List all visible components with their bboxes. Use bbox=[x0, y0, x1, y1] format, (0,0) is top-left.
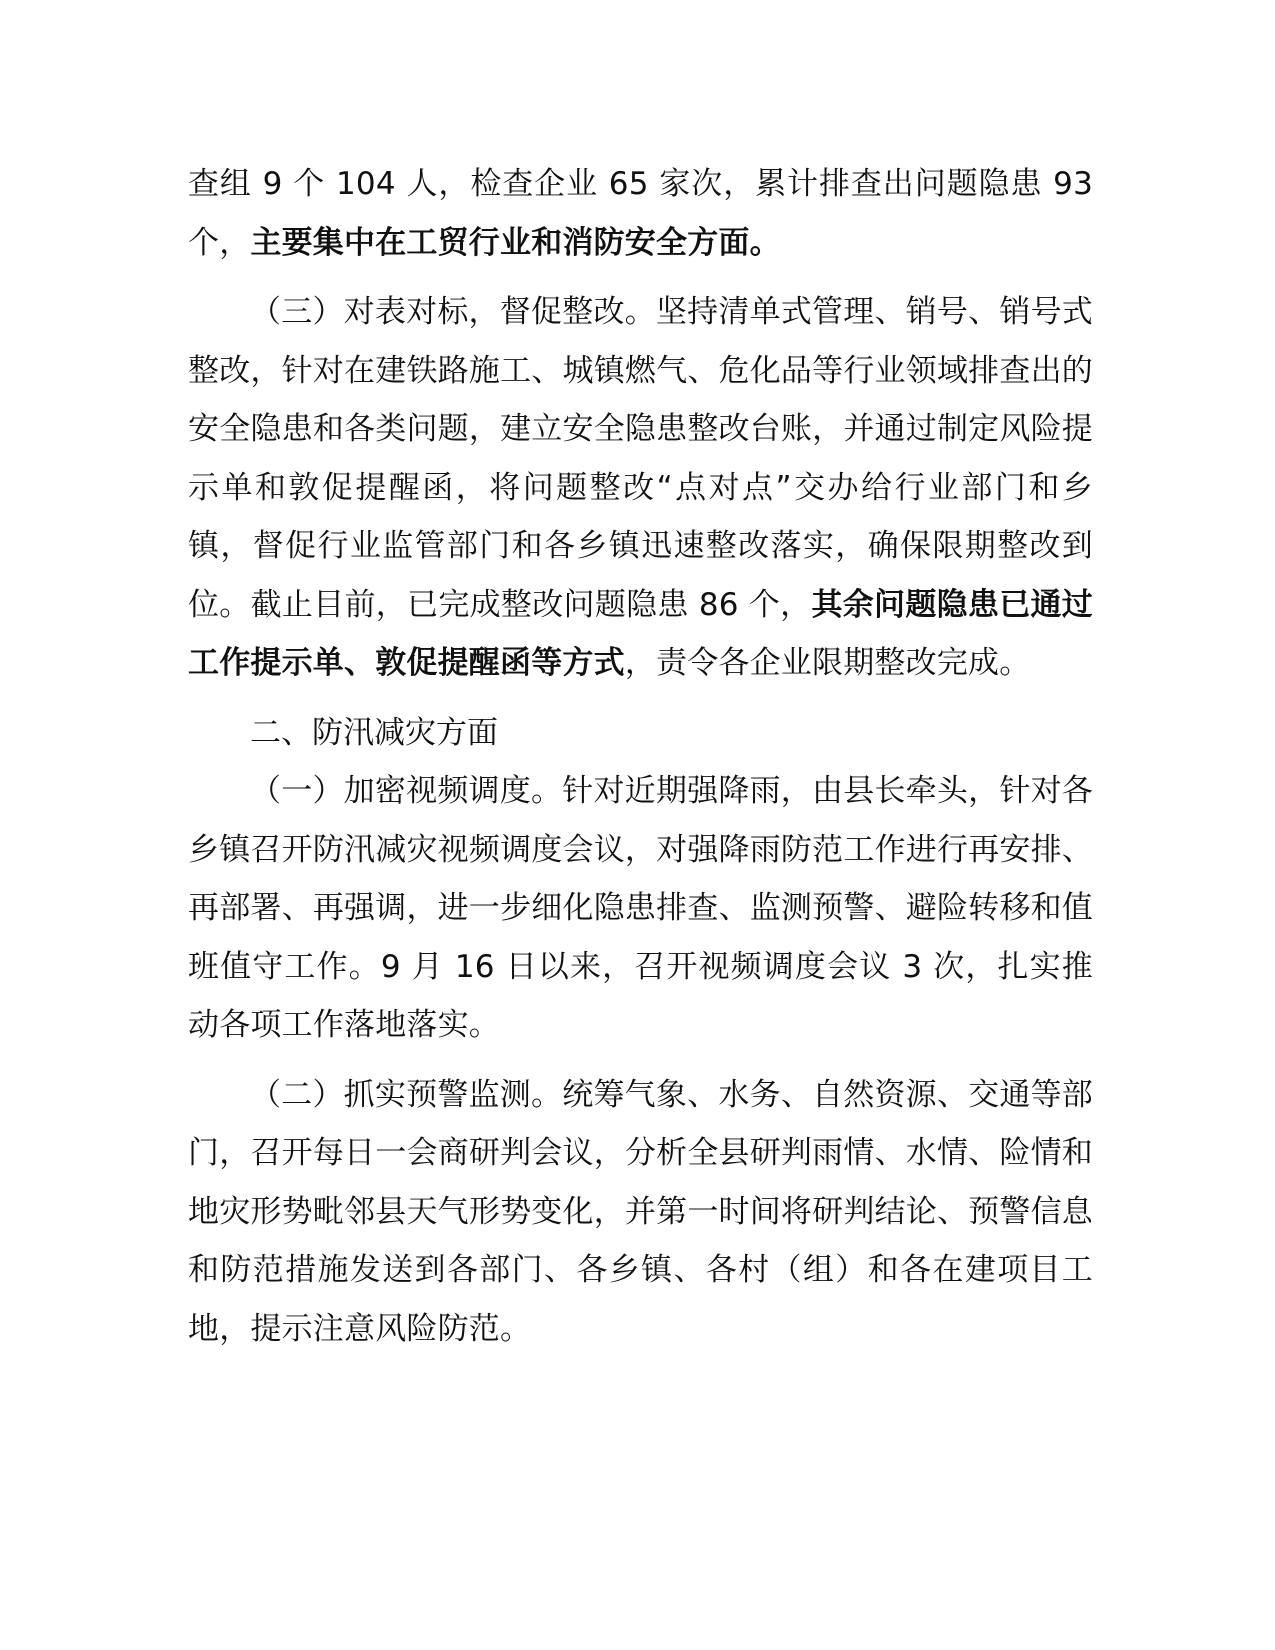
section-heading-flood-control: 二、防汛减灾方面 bbox=[250, 714, 498, 751]
paragraph-inspection-summary bbox=[188, 155, 1093, 272]
document-body bbox=[188, 155, 1093, 1358]
paragraph-text: 查组 9 个 104 人，检查企业 65 家次，累计排查出问题隐患 93 个， bbox=[188, 166, 1093, 261]
paragraph-video-dispatch: （一）加密视频调度。针对近期强降雨，由县长牵头，针对各乡镇召开防汛减灾视频调度会议，对强降雨防范工作进行再安排、再部署、再强调，进一步细化隐患排查、监测预警、避险转移和值班值守工作。9 月 16 日以来，召开视频调度会议 3 次，扎实推动各项工作落地落实。 bbox=[188, 773, 1093, 1043]
paragraph-bold-text: 其余问题隐患已通过工作提示单、敦促提醒函等方式 bbox=[188, 586, 1093, 681]
paragraph-text: ，责令各企业限期整改完成。 bbox=[624, 645, 1031, 681]
paragraph-early-warning: （二）抓实预警监测。统筹气象、水务、自然资源、交通等部门，召开每日一会商研判会议，分析全县研判雨情、水情、险情和地灾形势毗邻县天气形势变化，并第一时间将研判结论、预警信息和防范措施发送到各部门、各乡镇、各村（组）和各在建项目工地，提示注意风险防范。 bbox=[188, 1076, 1093, 1347]
paragraph-bold-text: 主要集中在工贸行业和消防安全方面。 bbox=[250, 224, 781, 261]
paragraph-text: （三）对表对标，督促整改。坚持清单式管理、销号、销号式整改，针对在建铁路施工、城镇燃气、危化品等行业领域排查出的安全隐患和各类问题，建立安全隐患整改台账，并通过制定风险提示单和敦促提醒函，将问题整改“点对点”交办给行业部门和乡镇，督促行业监管部门和各乡镇迅速整改落实，确保限期整改到位。截止目前，已完成整改问题隐患 86 个， bbox=[188, 294, 1093, 623]
paragraph-rectification bbox=[188, 283, 1093, 693]
